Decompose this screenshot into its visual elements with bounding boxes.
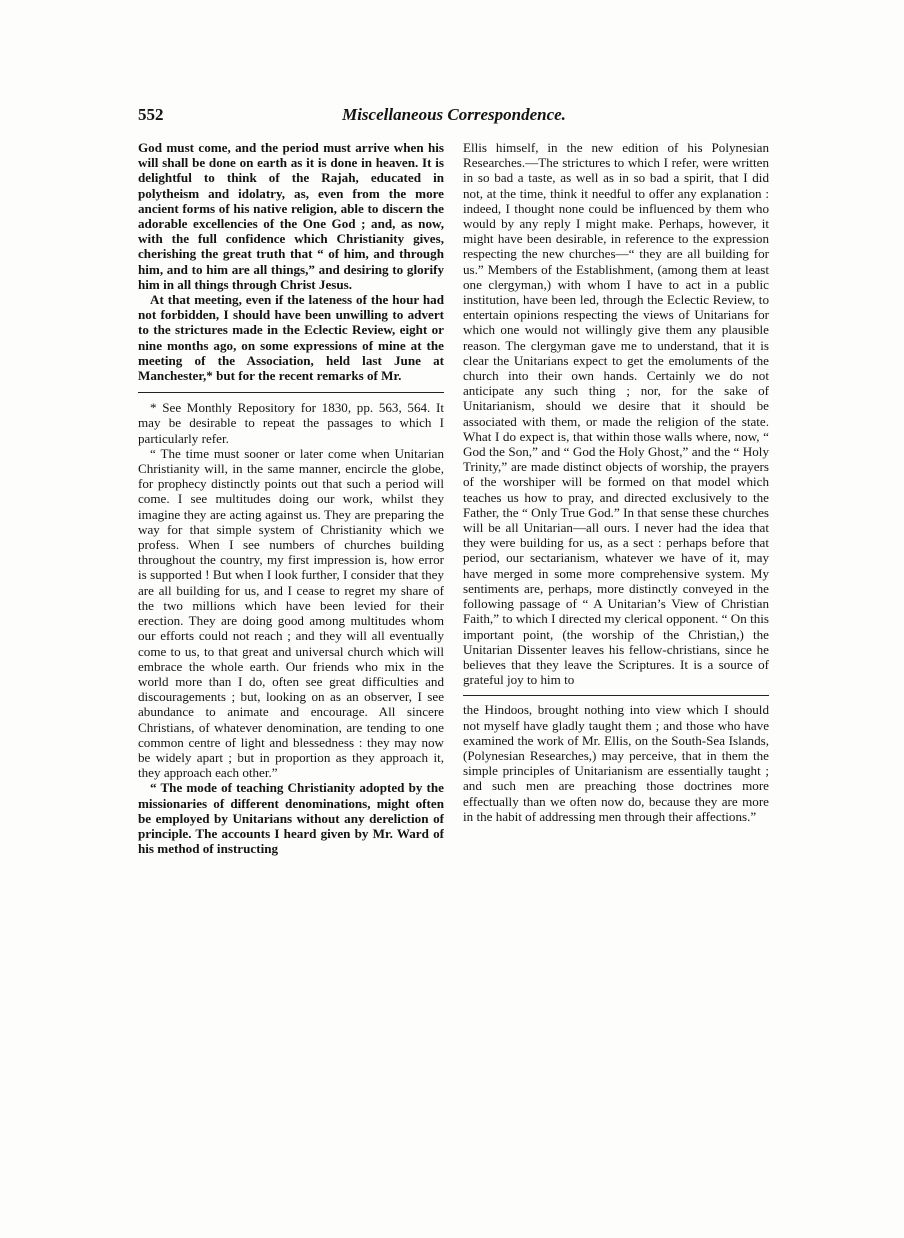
right-column <box>463 140 769 1120</box>
left-column <box>138 140 444 1120</box>
footnote-paragraph: “ The mode of teaching Christianity adopted by the missionaries of different denominations, might often be employed by Unitarians without any dereliction of principle. The accounts I heard given by Mr. Ward of his method of instructing <box>138 780 444 857</box>
page-header <box>138 105 770 129</box>
running-head: Miscellaneous Correspondence. <box>342 105 566 124</box>
body-paragraph: At that meeting, even if the lateness of the hour had not forbidden, I should have been unwilling to advert to the strictures made in the Eclectic Review, eight or nine months ago, on some expressions of mine at the meeting of the Association, held last June at Manchester,* but for the recent remarks of Mr. <box>138 292 444 384</box>
footnote-continuation: the Hindoos, brought nothing into view which I should not myself have gladly taught them ; and those who have examined the work of Mr. Ellis, on the South-Sea Islands, (Polynesian Researches,) may perceive, that in them the simple principles of Unitarianism are essentially taught ; and such men are preaching those doctrines more effectually than we often now do, because they are more in the habit of addressing men through their affections.” <box>463 702 769 824</box>
page-number: 552 <box>138 105 164 124</box>
body-paragraph: God must come, and the period must arrive when his will shall be done on earth as it is done in heaven. It is delightful to think of the Rajah, educated in polytheism and idolatry, as, even from the more ancient forms of his native religion, able to discern the adorable excellencies of the One God ; and, as now, with the full confidence which Christianity gives, cherishing the great truth that “ of him, and through him, and to him are all things,” and desiring to glorify him in all things through Christ Jesus. <box>138 140 444 292</box>
body-paragraph: Ellis himself, in the new edition of his Polynesian Researches.—The strictures to which I refer, were written in so bad a taste, as well as in so bad a spirit, that I did not, at the time, think it needful to offer any explanation : indeed, I thought none could be influenced by them who would by any reply I might make. Perhaps, however, it might have been desirable, in reference to the expression respecting the new churches—“ they are all building for us.” Members of the Establishment, (among them at least one clergyman,) with whom I have to act in a public institution, have been led, through the Eclectic Review, to entertain opinions respecting the views of Unitarians for which one would not willingly give them any plausible reason. The clergyman gave me to understand, that it is clear the Unitarians expect to get the emoluments of the church into their own hands. Certainly we do not anticipate any such thing ; nor, for the sake of Unitarianism, should we desire that it should be associated with them, or made the religion of the state. What I do expect is, that within those walls where, now, “ God the Son,” and “ God the Holy Ghost,” and the “ Holy Trinity,” are made distinct objects of worship, the prayers of the worshiper will be formed on that model which teaches us how to pray, and directed exclusively to the Father, the “ Only True God.” In that sense these churches will be all Unitarian—all ours. I never had the idea that they were building for us, as a sect : perhaps before that period, our sectarianism, whatever we have of it, may have merged in some more comprehensive system. My sentiments are, perhaps, more distinctly conveyed in the following passage of “ A Unitarian’s View of Christian Faith,” to which I directed my clerical opponent. “ On this important point, (the worship of the Christian,) the Unitarian Dissenter leaves his fellow-christians, since he believes that they leave the Scriptures. It is a source of grateful joy to him to <box>463 140 769 688</box>
footnote-rule <box>138 392 444 393</box>
footnote-rule <box>463 695 769 696</box>
footnote-paragraph: * See Monthly Repository for 1830, pp. 563, 564. It may be desirable to repeat the passages to which I particularly refer. <box>138 400 444 446</box>
footnote-paragraph: “ The time must sooner or later come when Unitarian Christianity will, in the same manner, encircle the globe, for prophecy distinctly points out that such a period will come. I see multitudes doing our work, whilst they imagine they are acting against us. They are preparing the way for that simple system of Christianity which we profess. When I see numbers of churches building throughout the country, my first impression is, how error is supported ! But when I look further, I consider that they are all building for us, and I cease to regret my share of the two millions which have been levied for their erection. They are doing good among multitudes whom our efforts could not reach ; and they will all eventually come to us, to that great and universal church which will embrace the whole earth. Our friends who mix in the world more than I do, often see great difficulties and discouragements ; but, looking on as an observer, I see abundance to animate and encourage. All sincere Christians, of whatever denomination, are tending to one common centre of light and blessedness : they may now be widely apart ; but in proportion as they approach it, they approach each other.” <box>138 445 444 781</box>
